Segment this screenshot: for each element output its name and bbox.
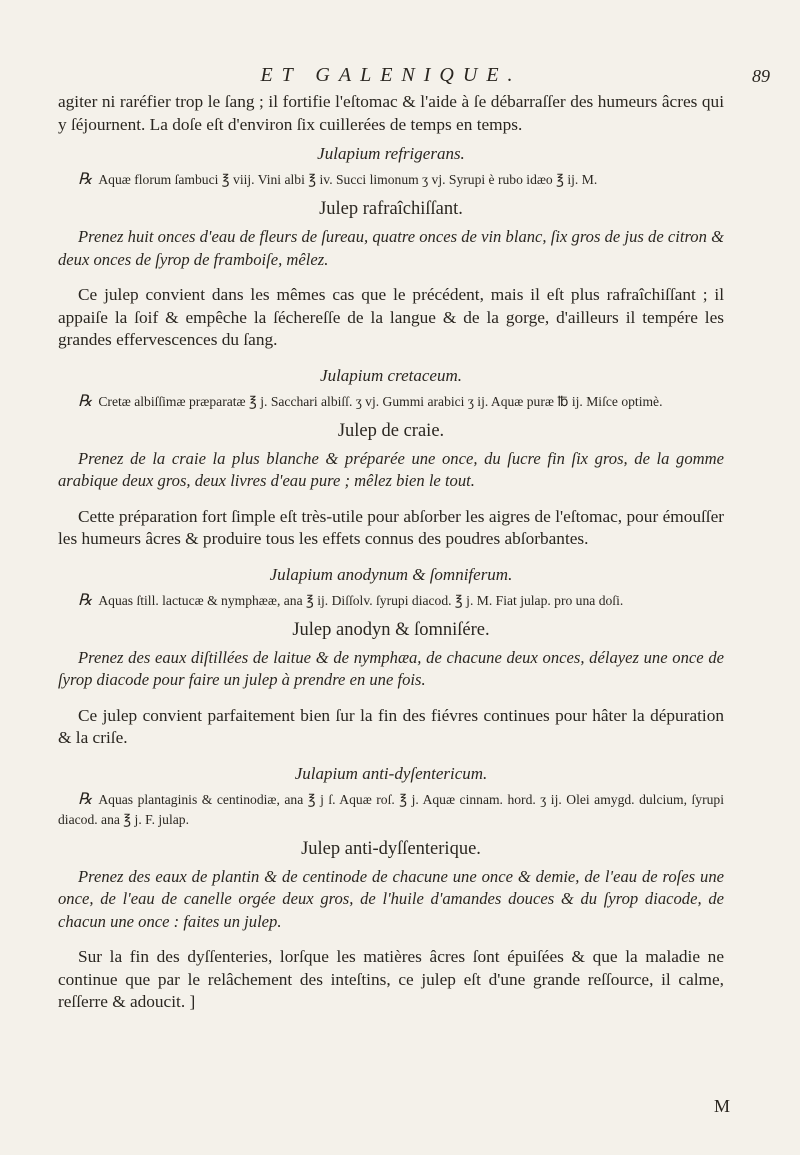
catchword: M (713, 1096, 730, 1116)
recipe-2-french-title: Julep de craie. (337, 420, 445, 441)
recipe-1-translation: Prenez huit onces d'eau de fleurs de ſureau, quatre onces de vin blanc, ſix gros de jus de citron & deux onces de ſyrop de framboiſe, mêlez. (58, 227, 724, 269)
recipe-1-prescription (58, 170, 724, 190)
recipe-3-commentary: Ce julep convient parfaitement bien ſur la fin des fiévres continues pour hâter la dépuration & la criſe. (58, 705, 724, 747)
recipe-symbol-icon: ℞ (78, 392, 93, 410)
recipe-1-latin-title: Julapium refrigerans. (317, 144, 465, 163)
recipe-2-prescription-text: Cretæ albiſſimæ præparatæ ℥ j. Sacchari albiſſ. ʒ vj. Gummi arabici ʒ ij. Aquæ puræ ℔ ij. Miſce optimè. (98, 393, 663, 409)
recipe-2-latin-title: Julapium cretaceum. (320, 365, 462, 385)
recipe-symbol-icon: ℞ (78, 790, 93, 808)
recipe-4-translation: Prenez des eaux de plantin & de centinode de chacune une once & demie, de l'eau de roſes une once, de l'eau de canelle orgée deux gros, de l'huile d'amandes douces & du ſyrop diacode, de chacun une once : faites un julep. (58, 866, 724, 931)
recipe-4-prescription (58, 790, 724, 830)
recipe-4-french-title: Julep anti-dyſſenterique. (301, 838, 481, 859)
recipe-3-prescription (58, 591, 724, 611)
recipe-4-commentary: Sur la fin des dyſſenteries, lorſque les matières âcres ſont épuiſées & que la maladie ne continue que par le relâchement des inteſtins, ce julep eſt d'une grande reſſource, il calme, reſſerre & adoucit. ] (58, 947, 724, 1011)
intro-paragraph: agiter ni raréfier trop le ſang ; il fortifie l'eſtomac & l'aide à ſe débarraſſer des humeurs âcres qui y ſéjournent. La doſe eſt d'environ ſix cuillerées de temps en temps. (58, 92, 724, 134)
recipe-4-latin-title: Julapium anti-dyſentericum. (294, 763, 488, 783)
running-head (58, 64, 770, 87)
recipe-1-prescription-text: Aquæ florum ſambuci ℥ viij. Vini albi ℥ iv. Succi limonum ʒ vj. Syrupi è rubo idæo ℥ ij. M. (98, 172, 598, 187)
recipe-symbol-icon: ℞ (78, 171, 93, 188)
recipe-2-commentary: Cette préparation fort ſimple eſt très-utile pour abſorber les aigres de l'eſtomac, pour émouſſer les humeurs âcres & produire tous les effets connus des poudres abſorbantes. (58, 506, 724, 548)
recipe-1-french-title: Julep rafraîchiſſant. (319, 199, 463, 219)
recipe-4-prescription-text: Aquas plantaginis & centinodiæ, ana ℥ j ſ. Aquæ roſ. ℥ j. Aquæ cinnam. hord. ʒ ij. Olei amygd. dulcium, ſyrupi diacod. ana ℥ j. F. julap. (58, 791, 724, 827)
recipe-3-prescription-text: Aquas ſtill. lactucæ & nymphææ, ana ℥ ij. Diſſolv. ſyrupi diacod. ℥ j. M. Fiat julap. pro una doſi. (98, 592, 624, 608)
recipe-3-latin-title: Julapium anodynum & ſomniferum. (269, 564, 513, 584)
page-number: 89 (752, 66, 770, 86)
recipe-3-translation: Prenez des eaux diſtillées de laitue & de nymphæa, de chacune deux onces, délayez une once de ſyrop diacode pour faire un julep à prendre en une fois. (58, 647, 724, 689)
recipe-symbol-icon: ℞ (78, 591, 93, 609)
recipe-2-translation: Prenez de la craie la plus blanche & préparée une once, du ſucre fin ſix gros, de la gomme arabique deux gros, deux livres d'eau pure ; mêlez bien le tout. (58, 448, 724, 490)
recipe-1-commentary: Ce julep convient dans les mêmes cas que le précédent, mais il eſt plus rafraîchiſſant ; il appaiſe la ſoif & empêche la ſéchereſſe de la langue & de la gorge, d'ailleurs il tempére les grandes effervescences du ſang. (58, 285, 724, 349)
recipe-3-french-title: Julep anodyn & ſomniſére. (292, 619, 490, 640)
running-head-title: ET GALENIQUE. (260, 64, 522, 86)
recipe-2-prescription (58, 392, 724, 412)
